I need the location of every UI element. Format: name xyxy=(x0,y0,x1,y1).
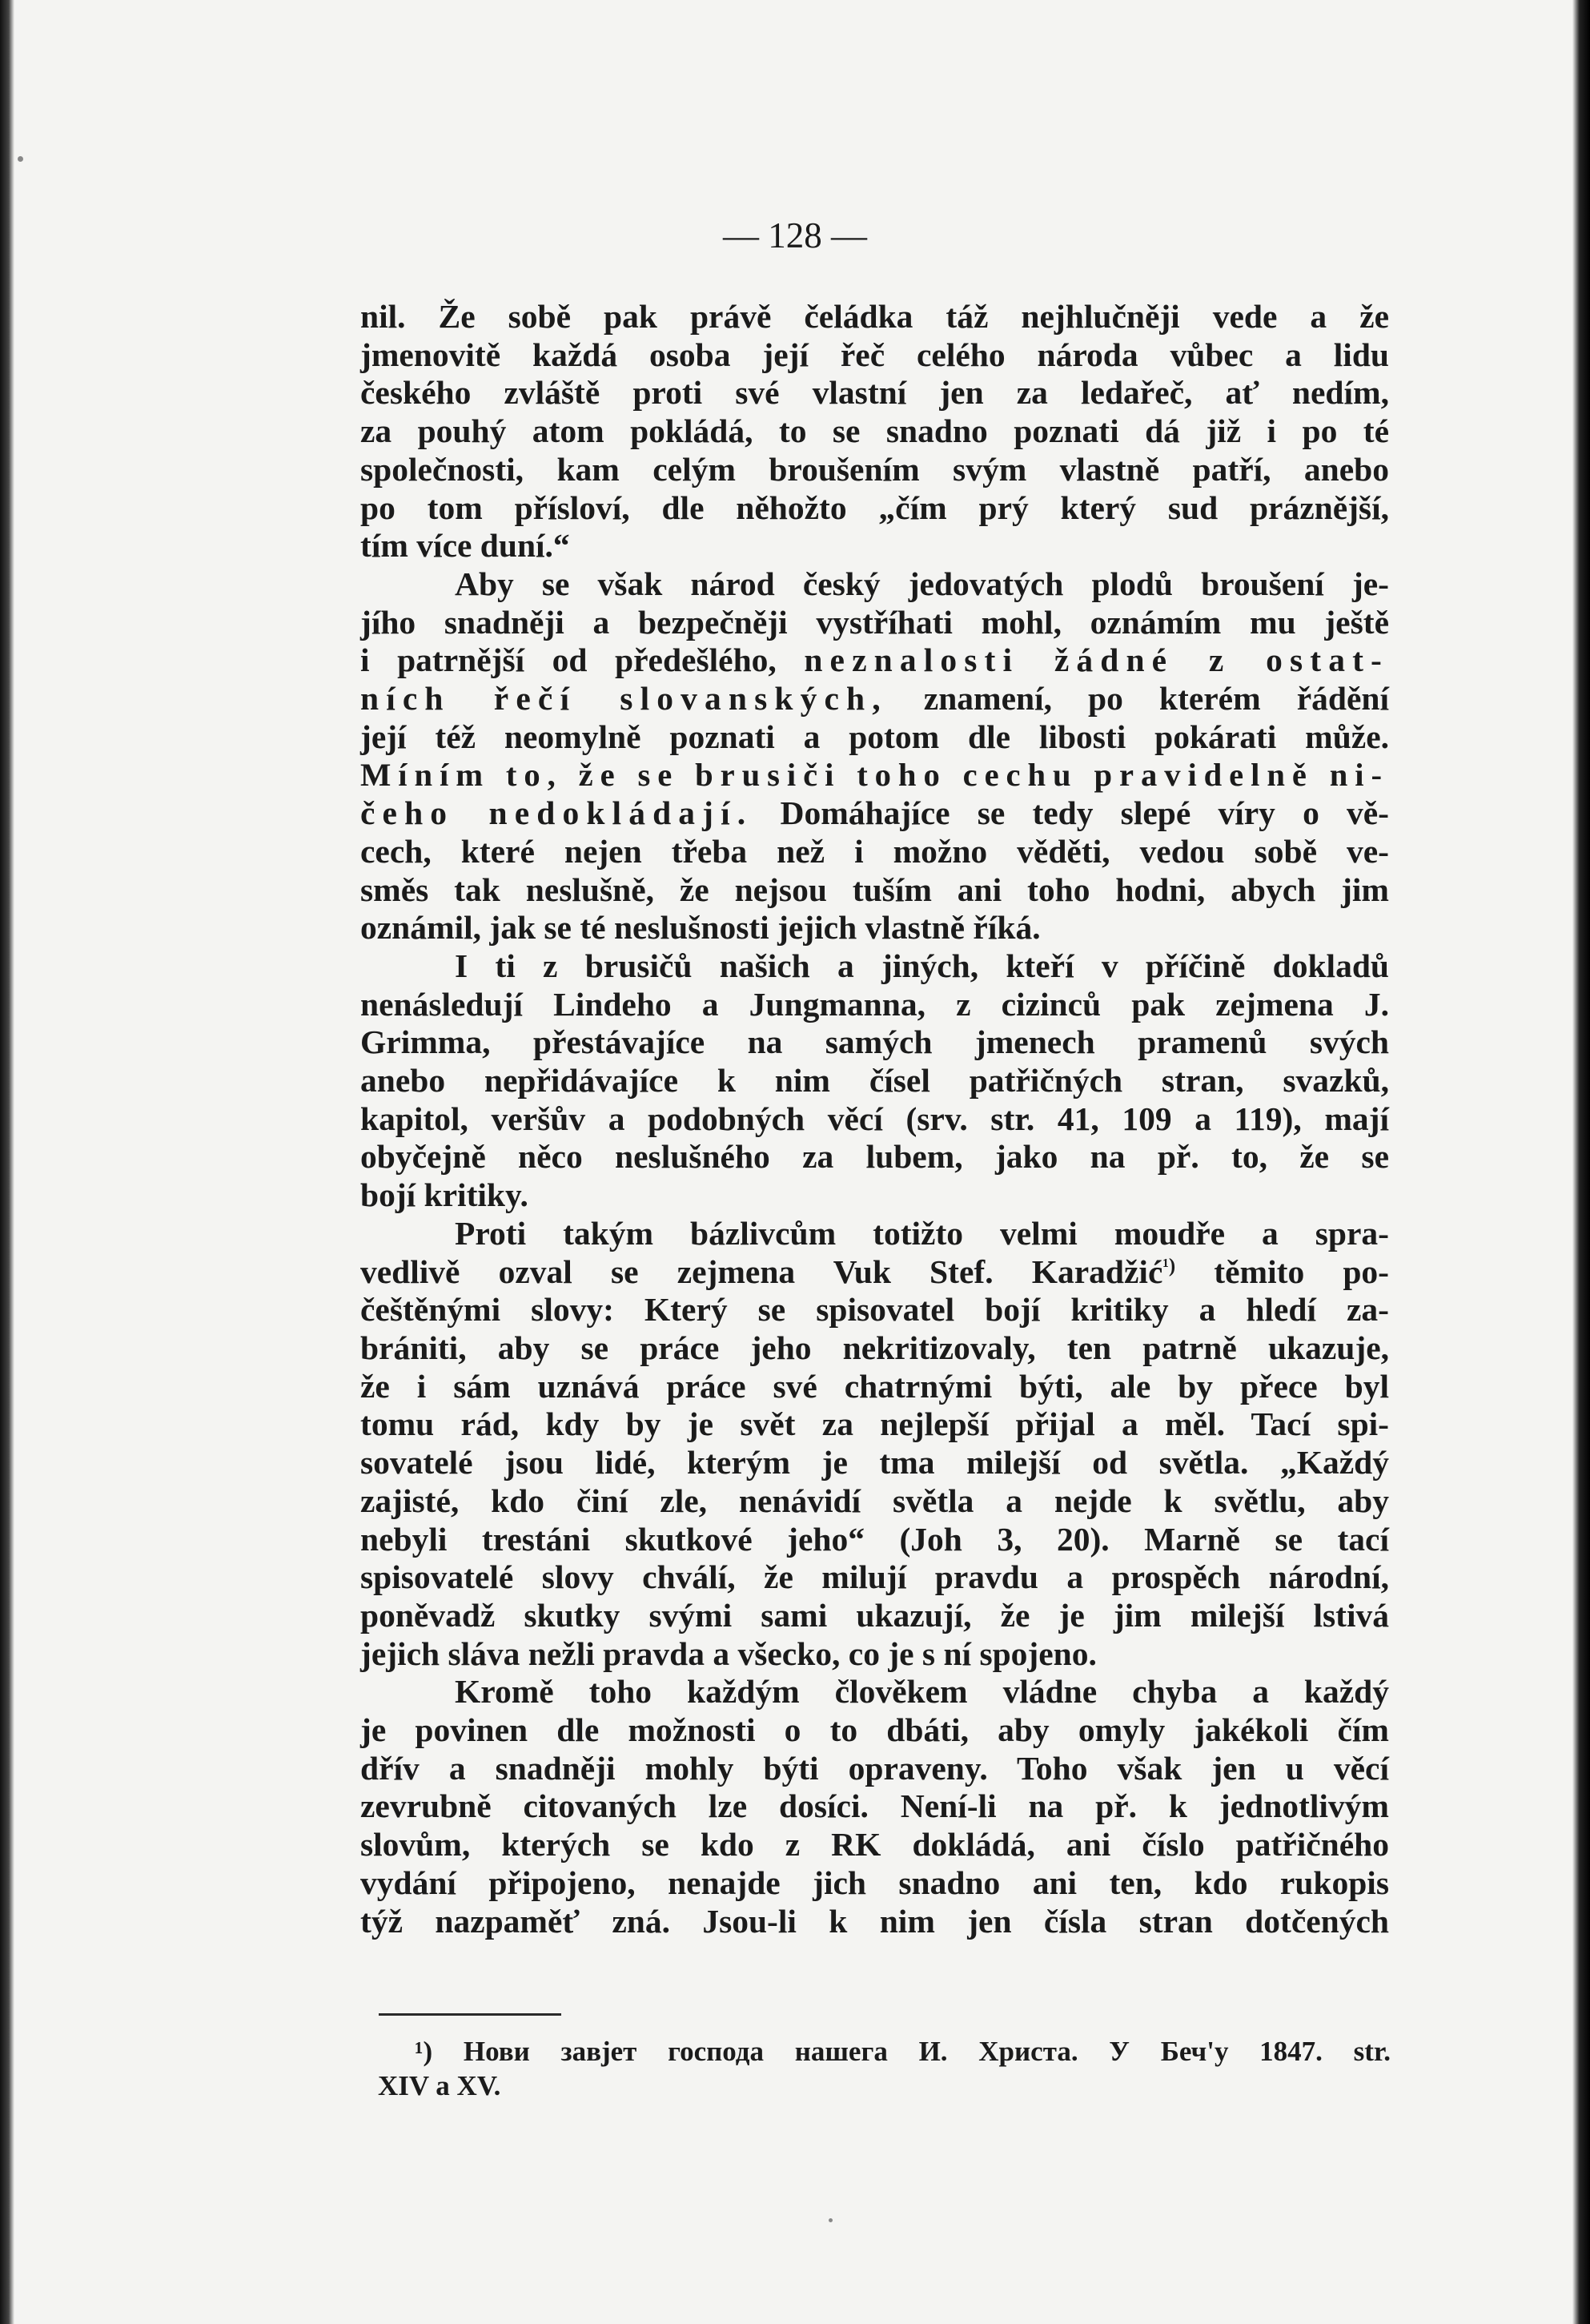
text-line: cech, které nejen třeba než i možno věděti, vedou sobě ve- xyxy=(360,832,1389,870)
spaced-emphasis: ních řečí slovanských, xyxy=(360,680,888,718)
text-segment: Domáhajíce se tedy slepé víry o vě- xyxy=(780,794,1389,832)
text-line: po tom přísloví, dle něhožto „čím prý který sud práznější, xyxy=(360,489,1389,526)
text-line: dřív a snadněji mohly býti opraveny. Toho však jen u věcí xyxy=(360,1749,1389,1787)
footnote-line xyxy=(378,2034,1391,2069)
spaced-emphasis: čeho nedokládají. xyxy=(360,794,753,832)
text-line: českého zvláště proti své vlastní jen za ledařeč, ať nedím, xyxy=(360,374,1389,412)
scan-edge-left xyxy=(0,0,14,2324)
scan-speck xyxy=(18,156,23,162)
text-line xyxy=(360,680,1389,718)
text-line: týž nazpaměť zná. Jsou-li k nim jen čísla stran dotčených xyxy=(360,1902,1389,1940)
scan-edge-right xyxy=(1572,0,1590,2324)
text-line: bojí kritiky. xyxy=(360,1176,528,1214)
text-line: sovatelé jsou lidé, kterým je tma milejší od světla. „Každý xyxy=(360,1444,1389,1482)
text-line: I ti z brusičů našich a jiných, kteří v příčině dokladů xyxy=(455,947,1389,984)
text-line: obyčejně něco neslušného za lubem, jako na př. to, že se xyxy=(360,1138,1389,1176)
spaced-emphasis: neznalosti žádné z ostat- xyxy=(804,641,1390,679)
text-segment: těmito po- xyxy=(1214,1252,1390,1290)
text-line: za pouhý atom pokládá, to se snadno poznati dá již i po té xyxy=(360,412,1389,450)
text-line: tomu rád, kdy by je svět za nejlepší přijal a měl. Tací spi- xyxy=(360,1405,1389,1443)
footnote-line: XIV a XV. xyxy=(378,2070,501,2101)
scan-speck xyxy=(829,2218,833,2222)
footnote xyxy=(378,2034,1391,2103)
text-line: jejich sláva nežli pravda a všecko, co je s ní spojeno. xyxy=(360,1634,1097,1672)
text-line: jmenovitě každá osoba její řeč celého národa vůbec a lidu xyxy=(360,336,1389,373)
text-line: je povinen dle možnosti o to dbáti, aby omyly jakékoli čím xyxy=(360,1711,1389,1749)
text-line: poněvadž skutky svými sami ukazují, že je jim milejší lstivá xyxy=(360,1596,1389,1634)
text-line: nil. Že sobě pak právě čeládka táž nejhlučněji vede a že xyxy=(360,298,1389,335)
footnote-marker: ¹) xyxy=(415,2036,433,2067)
text-line: vydání připojeno, nenajde jich snadno ani ten, kdo rukopis xyxy=(360,1864,1389,1901)
text-line: jího snadněji a bezpečněji vystříhati mohl, oznámím mu ještě xyxy=(360,603,1389,641)
text-line: nenásledují Lindeho a Jungmanna, z cizinců pak zejmena J. xyxy=(360,985,1389,1023)
text-line: spisovatelé slovy chválí, že milují pravdu a prospěch národní, xyxy=(360,1558,1389,1596)
footnote-reference: ¹) xyxy=(1162,1254,1176,1277)
text-line: Grimma, přestávajíce na samých jmenech pramenů svých xyxy=(360,1023,1389,1061)
text-line: její též neomylně poznati a potom dle libosti pokárati může. xyxy=(360,718,1389,755)
text-line: kapitol, veršův a podobných věcí (srv. str. 41, 109 a 119), mají xyxy=(360,1100,1389,1137)
text-line: anebo nepřidávajíce k nim čísel patřičných stran, svazků, xyxy=(360,1062,1389,1100)
text-line xyxy=(360,641,1389,680)
text-line: zevrubně citovaných lze dosíci. Není-li na př. k jednotlivým xyxy=(360,1787,1389,1825)
text-line: Aby se však národ český jedovatých plodů broušení je- xyxy=(455,565,1389,602)
text-line: že i sám uznává práce své chatrnými býti, ale by přece byl xyxy=(360,1367,1389,1405)
text-segment: i patrnější od předešlého, xyxy=(360,641,777,679)
text-line: společnosti, kam celým broušením svým vlastně patří, anebo xyxy=(360,450,1389,488)
text-line: oznámil, jak se té neslušnosti jejich vlastně říká. xyxy=(360,909,1041,947)
text-line: nebyli trestáni skutkové jeho“ (Joh 3, 20). Marně se tací xyxy=(360,1520,1389,1558)
text-line: zajisté, kdo činí zle, nenávidí světla a nejde k světlu, aby xyxy=(360,1482,1389,1519)
text-line: tím více duní.“ xyxy=(360,527,570,565)
text-segment: znamení, po kterém řádění xyxy=(923,680,1389,718)
spaced-emphasis-line: Míním to, že se brusiči toho cechu pravidelně ni- xyxy=(360,757,1389,794)
text-line: brániti, aby se práce jeho nekritizovaly, ten patrně ukazuje, xyxy=(360,1329,1389,1366)
body-text xyxy=(360,298,1389,1940)
text-segment: vedlivě ozval se zejmena Vuk Stef. Karadžić xyxy=(360,1252,1163,1290)
text-line: Proti takým bázlivcům totižto velmi moudře a spra- xyxy=(455,1214,1389,1252)
text-line xyxy=(360,794,1389,833)
text-line xyxy=(360,1253,1389,1292)
text-line: Kromě toho každým člověkem vládne chyba a každý xyxy=(455,1673,1389,1711)
page-number: — 128 — xyxy=(723,215,867,255)
text-line: češtěnými slovy: Který se spisovatel bojí kritiky a hledí za- xyxy=(360,1291,1389,1329)
text-line: směs tak neslušně, že nejsou tuším ani toho hodni, abych jim xyxy=(360,870,1389,908)
footnote-text: Нови завјет господа нашега И. Христа. У Беч'у 1847. str. xyxy=(463,2036,1391,2067)
footnote-divider xyxy=(379,2013,561,2016)
text-line: slovům, kterých se kdo z RK dokládá, ani číslo patřičného xyxy=(360,1826,1389,1864)
